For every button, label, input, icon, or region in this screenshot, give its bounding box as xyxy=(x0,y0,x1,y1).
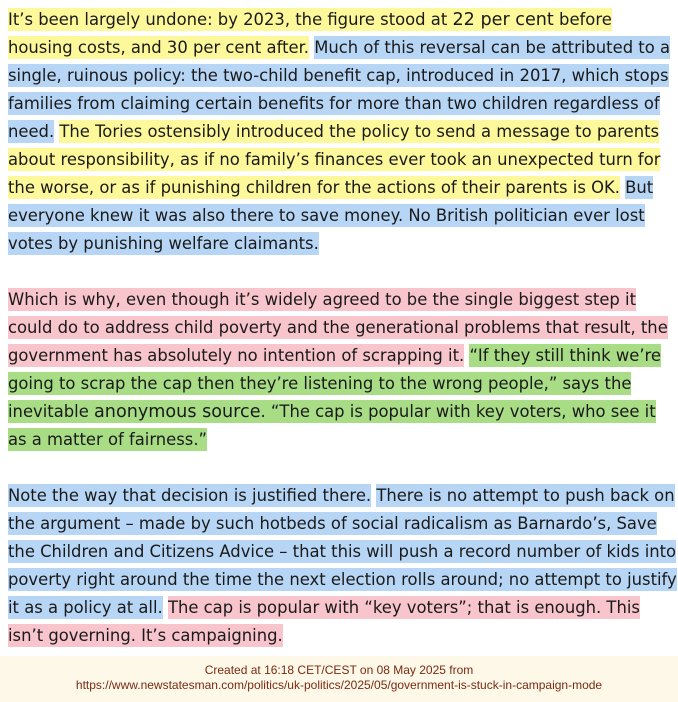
p2-quote-a: “If they still think we’re going to scrap the cap then they’re listening to the wrong people,” says the inevitable xyxy=(8,346,662,421)
highlight-pink-2: The cap is popular with “key voters”; that is enough. This isn’t governing. It’s campaigning. xyxy=(8,598,640,645)
p2-emphasis-anonymous-source: anonymous source xyxy=(94,402,261,422)
paragraph-1 xyxy=(8,6,678,258)
paragraph-3 xyxy=(8,482,678,650)
highlight-blue-4: There is no attempt to push back on the argument – made by such hotbeds of social radicalism as Barnardo’s, Save the Children and Citizens Advice – that this will push a record number of kids into poverty right around the time the next election rolls around; no attempt to justify it as a policy at all. xyxy=(8,486,677,617)
highlight-blue-2: But everyone knew it was also there to save money. No British politician ever lost votes by punishing welfare claimants. xyxy=(8,178,654,253)
highlight-pink-1: Which is why, even though it’s widely agreed to be the single biggest step it could do to address child poverty and the generational problems that result, the government has absolutely no intention of scrapping it. xyxy=(8,290,668,365)
footer-source-url[interactable]: https://www.newstatesman.com/politics/uk-politics/2025/05/government-is-stuck-in-campaign-mode xyxy=(75,678,603,692)
p2-quote-c: . “The cap is popular with key voters, who see it as a matter of fairness.” xyxy=(8,402,656,449)
footer-created-line: Created at 16:18 CET/CEST on 08 May 2025 from xyxy=(204,663,474,677)
p1-text-c: before housing costs, and 30 per cent after. xyxy=(8,10,612,57)
p1-emphasis-22-per-cent: 22 per cent xyxy=(452,10,554,30)
source-footer xyxy=(0,656,678,702)
p1-text-a: It’s been largely undone: by 2023, the figure stood at xyxy=(8,10,453,29)
highlight-yellow-2: The Tories ostensibly introduced the policy to send a message to parents about responsibility, as if no family’s finances ever took an unexpected turn for the worse, or as if punishing children for the actions of their parents is OK. xyxy=(8,122,661,197)
highlight-blue-1: Much of this reversal can be attributed to a single, ruinous policy: the two-child benefit cap, introduced in 2017, which stops families from claiming certain benefits for more than two children regardless of need. xyxy=(8,38,671,141)
highlight-blue-3: Note the way that decision is justified there. xyxy=(8,486,372,505)
paragraph-2 xyxy=(8,286,678,454)
